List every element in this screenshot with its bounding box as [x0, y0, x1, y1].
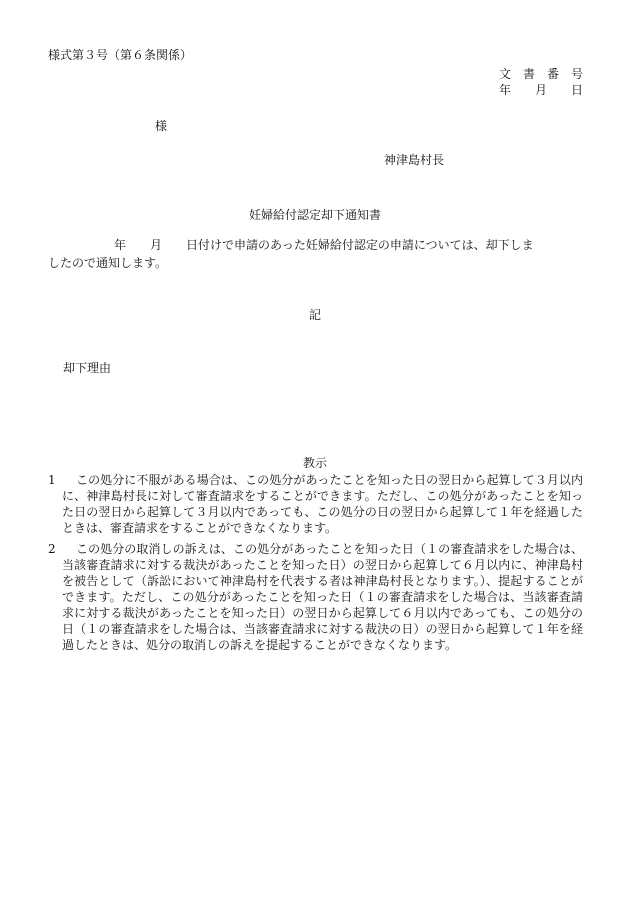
- rejection-reason-label: 却下理由: [63, 361, 112, 375]
- kyoji-item-2-number: 2: [48, 542, 56, 556]
- document-number-label: 文 書 番 号: [498, 67, 583, 81]
- body-line-2: したので通知します。: [48, 256, 168, 270]
- ki-label: 記: [308, 308, 321, 322]
- kyoji-item-1-number: 1: [48, 473, 56, 487]
- kyoji-item-2-text: この処分の取消しの訴えは、この処分があったことを知った日（１の審査請求をした場合は、当該審査請求に対する裁決があったことを知った日）の翌日から起算して６月以内に、神津島村を被告として（訴訟において神津島村を代表する者は神津島村長となります。）、提起することができます。ただし、この処分があったことを知った日（１の審査請求をした場合は、当該審査請求に対する裁決があったことを知った日）の翌日から起算して６月以内であっても、この処分の日（１の審査請求をした場合は、当該審査請求に対する裁決の日）の翌日から起算して１年を経過したときは、処分の取消しの訴えを提起することができなくなります。: [62, 542, 583, 652]
- kyoji-item-1: [48, 472, 583, 536]
- date-label: 年 月 日: [498, 83, 583, 97]
- kyoji-item-1-text: この処分に不服がある場合は、この処分があったことを知った日の翌日から起算して３月以内に、神津島村長に対して審査請求をすることができます。ただし、この処分があったことを知った日の翌日から起算して３月以内であっても、この処分の日の翌日から起算して１年を経過したときは、審査請求をすることができなくなります。: [62, 473, 583, 535]
- body-paragraph: [48, 237, 588, 269]
- document-title: 妊婦給付認定却下通知書: [248, 208, 381, 222]
- kyoji-heading: 教示: [302, 456, 327, 470]
- body-line-1: 年 月 日付けで申請のあった妊婦給付認定の申請については、却下しま: [114, 238, 534, 252]
- kyoji-item-2: [48, 541, 583, 653]
- addressee-honorific: 様: [155, 119, 168, 133]
- issuer-name: 神津島村長: [384, 153, 445, 167]
- form-number: 様式第３号（第６条関係）: [48, 48, 193, 62]
